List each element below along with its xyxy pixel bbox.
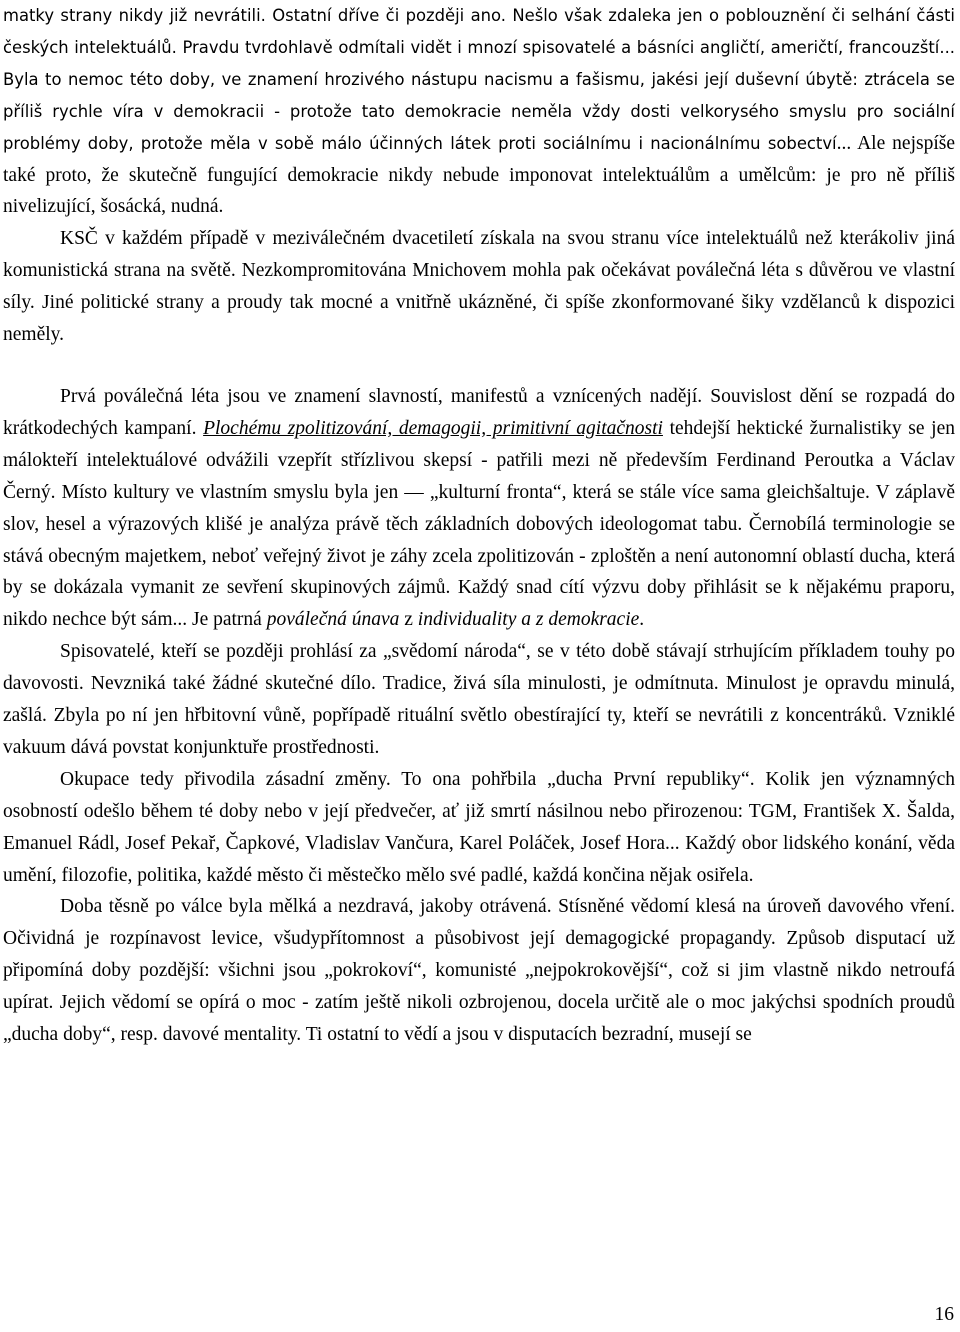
paragraph-prva-povalecna-leta [3, 381, 955, 636]
text-run-serif: ... Ale nejspíše také proto, že skutečně fungující demokracie nikdy nebude imponovat intelektuálům a umělcům: je pro ně příliš nivelizující, šosácká, nudná. [3, 132, 955, 218]
paragraph-doba-po-valce: Doba těsně po válce byla mělká a nezdravá, jakoby otrávená. Stísněné vědomí klesá na úroveň davového vření. Očividná je rozpínavost levice, všudypřítomnost a působivost její demagogické propagandy. Způsob disputací už připomíná doby pozdější: všichni jsou „pokrokoví“, komunisté „nejpokrokovější“, což si jim vlastně nikdo netroufá upírat. Jejich vědomí se opírá o moc - zatím ještě nikoli ozbrojenou, docela určitě ale o moc jakýchsi spodních proudů „ducha doby“, resp. davové mentality. Ti ostatní to vědí a jsou v disputacích bezradní, musejí se [3, 896, 955, 1046]
text-run: . [639, 609, 645, 631]
paragraph-continuation [3, 0, 955, 223]
underlined-italic-phrase: Plochému zpolitizování, demagogii, primitivní agitačnosti [203, 417, 663, 439]
italic-phrase: poválečná únava [266, 609, 400, 631]
page-number: 16 [934, 1304, 954, 1325]
paragraph-spisovatele: Spisovatelé, kteří se později prohlásí za „svědomí národa“, se v této době stávají strhujícím příkladem touhy po davovosti. Nevzniká také žádné skutečné dílo. Tradice, živá síla minulosti, je odmítnuta. Minulost je opravdu minulá, zašlá. Zbyla po ní jen hřbitovní vůně, popřípadě rituální světlo obestírající ty, kteří se nevrátili z koncentráků. Vzniklé vakuum dává povstat konjunktuře prostřednosti. [3, 641, 955, 758]
italic-phrase: individuality a z demokracie [417, 609, 640, 631]
text-run: z [399, 609, 418, 631]
paragraph-ksc: KSČ v každém případě v meziválečném dvacetiletí získala na svou stranu více intelektuálů než kterákoliv jiná komunistická strana na světě. Nezkompromitována Mnichovem mohla pak očekávat poválečná léta s důvěrou ve vlastní síly. Jiné politické strany a proudy tak mocné a vnitřně ukázněné, či spíše zkonformované šiky vzdělanců k dispozici neměly. [3, 228, 955, 346]
text-run-sans: matky strany nikdy již nevrátili. Ostatní dříve či později ano. Nešlo však zdaleka jen o poblouznění či selhání části českých intelektuálů. Pravdu tvrdohlavě odmítali vidět i mnozí spisovatelé a básníci angličtí, američtí, francouzští... Byla to nemoc této doby, ve znamení hrozivého nástupu nacismu a fašismu, jakési její duševní úbytě: ztrácela se příliš rychle víra v demokracii - protože tato demokracie neměla vždy dosti velkorysého smyslu pro sociální problémy doby, protože měla v sobě málo účinných látek proti sociálnímu i nacionálnímu sobectví [3, 6, 955, 153]
text-run: Prvá poválečná léta jsou ve znamení slavností, manifestů a vznícených nadějí. Souvislost dění se rozpadá do krátkodechých kampaní. [3, 385, 955, 439]
paragraph-okupace: Okupace tedy přivodila zásadní změny. To ona pohřbila „ducha První republiky“. Kolik jen významných osobností odešlo během té doby nebo v její předvečer, ať již smrtí násilnou nebo přirozenou: TGM, František X. Šalda, Emanuel Rádl, Josef Pekař, Čapkové, Vladislav Vančura, Karel Poláček, Josef Hora... Každý obor lidského konání, věda umění, filozofie, politika, každé město či městečko mělo své padlé, každá končina nějak osiřela. [3, 768, 955, 886]
text-run: tehdejší hektické žurnalistiky se jen málokteří intelektuálové odvážili vzepřít střízlivou skepsí - patřili mezi ně především Ferdinand Peroutka a Václav Černý. Místo kultury ve vlastním smyslu byla jen — „kulturní fronta“, která se stále více sama gleichšaltuje. V záplavě slov, hesel a výrazových klišé je analýza právě těch základních dobových ideologomat tabu. Černobílá terminologie se stává obecným majetkem, neboť veřejný život je záhy zcela zpolitizován - zploštěn a není autonomní oblastí ducha, která by se dokázala vymanit ze sevření skupinových zájmů. Každý snad cítí výzvu doby přihlásit se k nějakému praporu, nikdo nechce být sám... Je patrná [3, 417, 955, 631]
paragraph-gap [3, 351, 955, 381]
document-page [3, 0, 955, 1051]
